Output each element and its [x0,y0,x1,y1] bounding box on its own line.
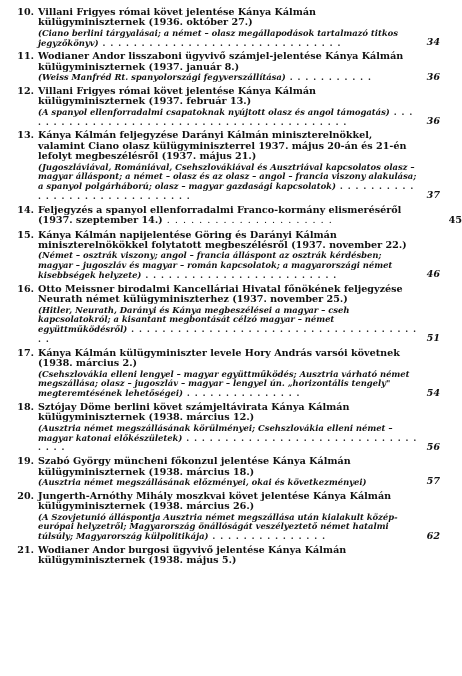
entry-title: Jungerth-Arnóthy Mihály moszkvai követ jelentése Kánya Kálmán külügyminiszternek (1938. március 26.) [38,490,392,513]
entry-page: 62 [426,530,440,542]
entry-number: 19. [17,456,34,468]
entry-number: 10. [17,7,34,18]
entry-title: Sztójay Döme berlini követ számjeltávirata Kánya Kálmán külügyminiszternek (1938. március 12.) [38,402,350,424]
entry-page: 36 [426,116,440,128]
list-item [14,8,440,48]
entry-note: (A Szovjetunió álláspontja Ausztria német megszállása után kialakult közép-európai helyzetről; Magyarország önállóságát veszélyeztető német hatalmi túlsúly; Magyarország külpolitikája) . . . . . . . . . . . . . . . 62 [38,511,440,542]
list-item [14,231,440,281]
entry-page: 34 [426,37,440,48]
entry-page: 54 [426,387,440,399]
list-item [14,403,440,453]
entry-number: 21. [17,545,34,557]
list-item [14,87,440,127]
entry-note: (Ausztria német megszállásának előzményei, okai és következményei) 57 [38,476,440,488]
entry-note: (Ausztria német megszállásának körülményei; Csehszlovákia elleni német – magyar katonai előkészületek) . . . . . . . . . . . . . . . . . . . . . . . . . . . . . . . . . . 56 [38,422,440,453]
entry-number: 17. [17,347,34,359]
entry-note: (Hitler, Neurath, Darányi és Kánya megbeszélései a magyar – cseh kapcsolatokról; a kisantant megbontását célzó magyar – német együttműködésről) . . . . . . . . . . . . . . . . . . . . . . . . . . . . . . . . . . . . . . . 51 [38,304,440,345]
entry-note: (Német – osztrák viszony; angol – francia álláspont az osztrák kérdésben; magyar – jugoszláv és magyar – román kapcsolatok; a magyarországi német kisebbségek helyzete) . . . . . . . . . . . . . . . . . . . . . . . . . 46 [38,250,440,281]
entry-title: Villani Frigyes római követ jelentése Kánya Kálmán külügyminiszternek (1936. október 27.) [38,7,317,29]
entry-page: 57 [426,476,440,488]
entry-number: 12. [17,86,34,98]
entry-title: Kánya Kálmán feljegyzése Darányi Kálmán miniszterelnökkel, valamint Ciano olasz külügyminiszterrel 1937. május 20-án és 21-én lefolyt megbeszélésről (1937. május 21.) [38,130,407,163]
entry-title: Szabó György müncheni főkonzul jelentése Kánya Kálmán külügyminiszternek (1938. március 18.) [38,456,351,478]
entry-page: 37 [426,190,440,202]
entry-number: 14. [17,204,34,216]
entry-note: (Weiss Manfréd Rt. spanyolországi fegyverszállítása) . . . . . . . . . . . 36 [38,71,440,83]
entry-note: (Csehszlovákia elleni lengyel – magyar együttműködés; Ausztria várható német megszállása; olasz – jugoszláv – magyar – lengyel ún. „horizontális tengely" megteremtésének lehetőségei) . . . . . . . . . . . . . . . 54 [38,368,440,399]
entry-note: (Jugoszláviával, Romániával, Csehszlovákiával és Ausztriával kapcsolatos olasz – magyar álláspont; a német – olasz és az olasz – angol – francia viszony alakulása; a spanyol polgárháború; olasz – magyar gazdasági kapcsolatok) . . . . . . . . . . . . . . . . . . . . . . . . . . . . . . 37 [38,161,440,202]
list-item [14,492,440,542]
entry-number: 20. [17,490,34,502]
entry-note: (Ciano berlini tárgyalásai; a német – olasz megállapodások tartalmazó titkos jegyzőkönyv) . . . . . . . . . . . . . . . . . . . . . . . . . . . . . . . 34 [38,27,440,48]
entry-page: 45 [448,215,462,227]
list-item [14,131,440,201]
list-item [14,285,440,345]
entry-title: Wodianer Andor burgosi ügyvivő jelentése Kánya Kálmán külügyminiszternek (1938. május 5.) [38,545,347,567]
entry-number: 11. [17,51,34,63]
entry-title: Villani Frigyes római követ jelentése Kánya Kálmán külügyminiszternek (1937. február 13.) [38,86,317,108]
entry-number: 18. [17,402,34,414]
list-item [14,204,462,227]
entry-page: 51 [426,333,440,345]
list-item [14,546,440,567]
entry-title: Kánya Kálmán napijelentése Göring és Darányi Kálmán miniszterelnökökkel folytatott megbeszélésről (1937. november 22.) [38,229,407,252]
entry-number: 15. [17,229,34,241]
entry-title: Feljegyzés a spanyol ellenforradalmi Franco-kormány elismeréséről (1937. szeptember 14.) . . . . . . . . . . . . . . . . . . . . . 45 [38,204,462,227]
list-item [14,457,440,488]
entry-title: Kánya Kálmán külügyminiszter levele Hory András varsói követnek (1938. március 2.) [38,347,400,370]
list-item [14,52,440,83]
entry-note: (A spanyol ellenforradalmi csapatoknak nyújtott olasz és angol támogatás) . . . . . . . . . . . . . . . . . . . . . . . . . . . . . . . . . . . . . . . . . . . 36 [38,106,440,128]
entry-number: 13. [17,130,34,142]
entry-title: Wodianer Andor lisszaboni ügyvivő számjel-jelentése Kánya Kálmán külügyminiszternek (1937. január 8.) [38,51,404,73]
entry-page: 46 [426,269,440,281]
entry-page: 36 [426,71,440,83]
entry-title: Otto Meissner birodalmi Kancelláriai Hivatal főnökének feljegyzése Neurath német külügyminiszterhez (1937. november 25.) [38,283,403,306]
entry-number: 16. [17,283,34,295]
entry-page: 56 [426,441,440,453]
list-item [14,349,440,399]
